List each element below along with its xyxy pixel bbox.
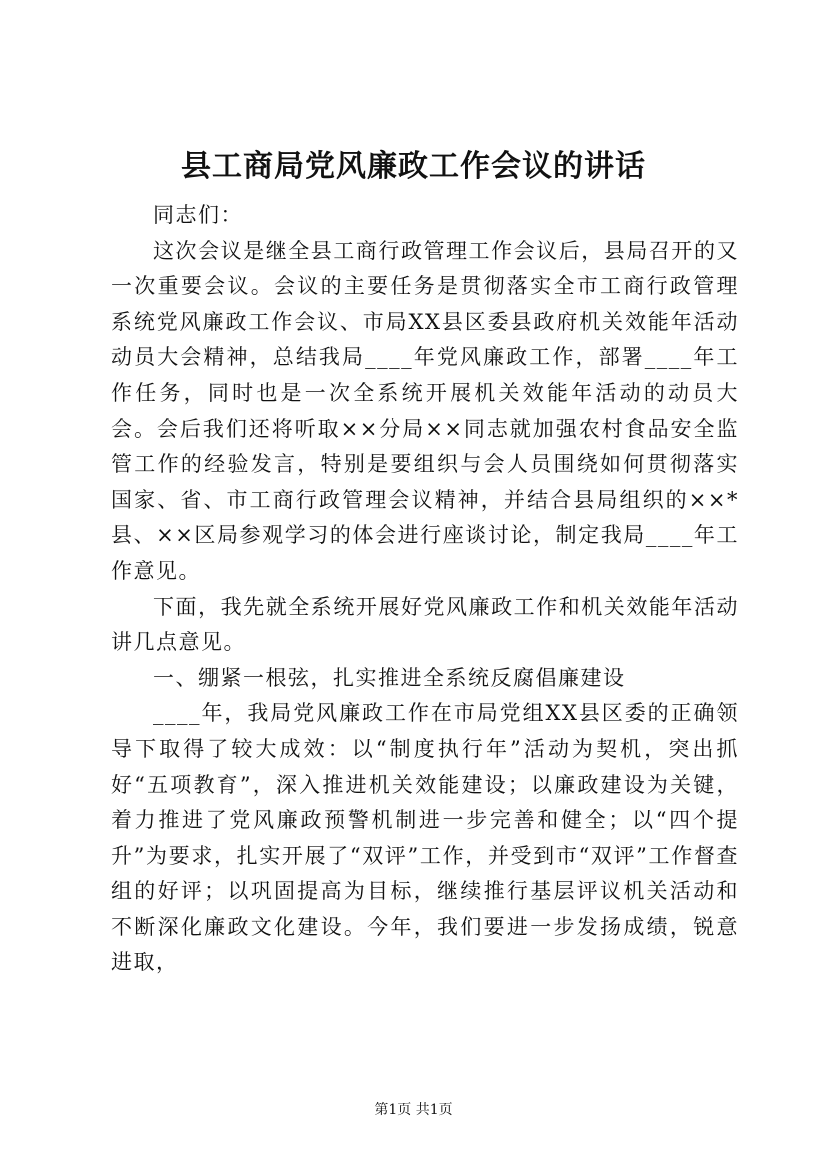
- transition-paragraph: 下面，我先就全系统开展好党风廉政工作和机关效能年活动讲几点意见。: [111, 594, 739, 655]
- document-body: [111, 198, 739, 981]
- salutation-paragraph: 同志们：: [153, 203, 243, 227]
- body-paragraph: ____年，我局党风廉政工作在市局党组XX县区委的正确领导下取得了较大成效：以“制度执行年”活动为契机，突出抓好“五项教育”，深入推进机关效能建设；以廉政建设为关键，着力推进了党风廉政预警机制进一步完善和健全；以“四个提升”为要求，扎实开展了“双评”工作，并受到市“双评”工作督查组的好评；以巩固提高为目标，继续推行基层评议机关活动和不断深化廉政文化建设。今年，我们要进一步发扬成绩，锐意进取，: [111, 701, 739, 975]
- page-footer: 第1页 共1页: [374, 1102, 453, 1118]
- document-title: 县工商局党风廉政工作会议的讲话: [181, 149, 646, 184]
- intro-paragraph: 这次会议是继全县工商行政管理工作会议后，县局召开的又一次重要会议。会议的主要任务是贯彻落实全市工商行政管理系统党风廉政工作会议、市局XX县区委县政府机关效能年活动动员大会精神，总结我局____年党风廉政工作，部署____年工作任务，同时也是一次全系统开展机关效能年活动的动员大会。会后我们还将听取××分局××同志就加强农村食品安全监管工作的经验发言，特别是要组织与会人员围绕如何贯彻落实国家、省、市工商行政管理会议精神，并结合县局组织的××*县、××区局参观学习的体会进行座谈讨论，制定我局____年工作意见。: [111, 238, 739, 583]
- section-heading: 一、绷紧一根弦，扎实推进全系统反腐倡廉建设: [153, 665, 626, 690]
